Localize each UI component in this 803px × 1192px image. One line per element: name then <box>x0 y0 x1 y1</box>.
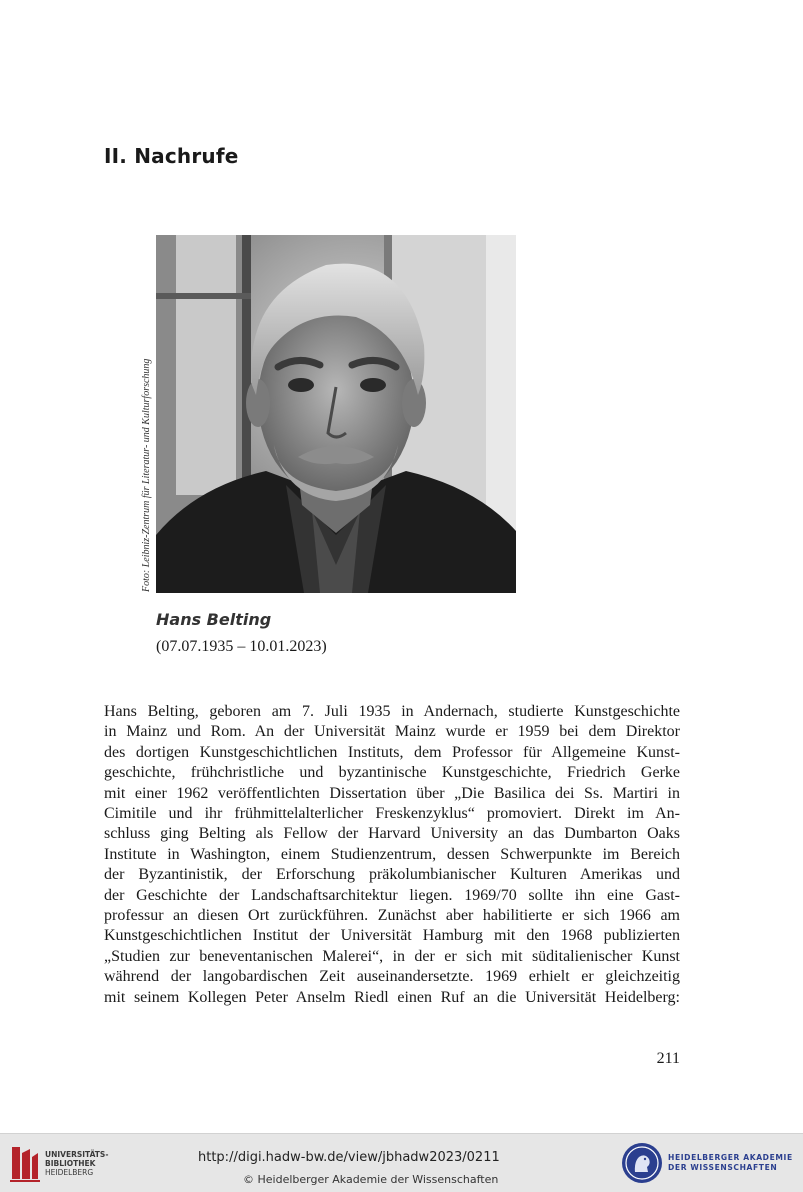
university-library-logo-icon[interactable] <box>8 1143 42 1188</box>
body-line: professur an diesen Ort zurückführen. Zunächst aber habilitierte er sich 1966 am <box>104 907 680 925</box>
body-paragraph <box>104 702 680 1008</box>
footer-bar <box>0 1133 803 1192</box>
ub-name-line: HEIDELBERG <box>45 1168 94 1177</box>
body-line: Institute in Washington, einem Studienzentrum, dessen Schwerpunkte im Bereich <box>104 845 680 863</box>
academy-name-line: DER WISSENSCHAFTEN <box>668 1163 778 1172</box>
body-line: Hans Belting, geboren am 7. Juli 1935 in Andernach, studierte Kunstgeschichte <box>104 703 680 720</box>
body-line: des dortigen Kunstgeschichtlichen Instituts, dem Professor für Allgemeine Kunst- <box>104 743 680 761</box>
photo-credit: Foto: Leibniz-Zentrum für Literatur- und Kulturforschung <box>141 358 152 592</box>
body-line: mit einer 1962 veröffentlichten Dissertation über „Die Basilica dei Ss. Martiri in <box>104 784 680 802</box>
academy-seal-icon[interactable] <box>621 1142 663 1189</box>
body-line: geschichte, frühchristliche und byzantinische Kunstgeschichte, Friedrich Gerke <box>104 764 680 782</box>
body-line: der Byzantinistik, der Erforschung präkolumbianischer Kulturen Amerikas und <box>104 866 680 884</box>
permalink-url[interactable]: http://digi.hadw-bw.de/view/jbhadw2023/0211 <box>198 1150 500 1165</box>
body-line: der Geschichte der Landschaftsarchitektur liegen. 1969/70 sollte ihn eine Gast- <box>104 886 680 904</box>
body-line: Cimitile und ihr frühmittelalterlicher Freskenzyklus“ promoviert. Direkt im An- <box>104 805 680 823</box>
portrait-photo <box>156 235 516 593</box>
academy-name-line: HEIDELBERGER AKADEMIE <box>668 1153 793 1162</box>
copyright-notice: © Heidelberger Akademie der Wissenschaften <box>243 1173 499 1186</box>
section-heading: II. Nachrufe <box>104 144 239 168</box>
body-line: „Studien zur beneventanischen Malerei“, in der er sich mit süditalienischer Kunst <box>104 947 680 965</box>
body-line: während der langobardischen Zeit auseinandersetzte. 1969 erhielt er gleichzeitig <box>104 968 680 986</box>
university-library-name <box>45 1150 108 1177</box>
body-line: Kunstgeschichtlichen Institut der Universität Hamburg mit den 1968 publizierten <box>104 927 680 945</box>
caption-name: Hans Belting <box>156 610 272 629</box>
body-line: in Mainz und Rom. An der Universität Mainz wurde er 1959 bei dem Direktor <box>104 723 680 741</box>
page-number: 211 <box>656 1050 680 1067</box>
body-line: schluss ging Belting als Fellow der Harvard University an das Dumbarton Oaks <box>104 825 680 843</box>
academy-name <box>668 1153 793 1173</box>
ub-name-line: BIBLIOTHEK <box>45 1159 96 1168</box>
ub-name-line: UNIVERSITÄTS- <box>45 1150 109 1159</box>
caption-dates: (07.07.1935 – 10.01.2023) <box>156 638 327 655</box>
body-line: mit seinem Kollegen Peter Anselm Riedl einen Ruf an die Universität Heidelberg: <box>104 988 680 1006</box>
